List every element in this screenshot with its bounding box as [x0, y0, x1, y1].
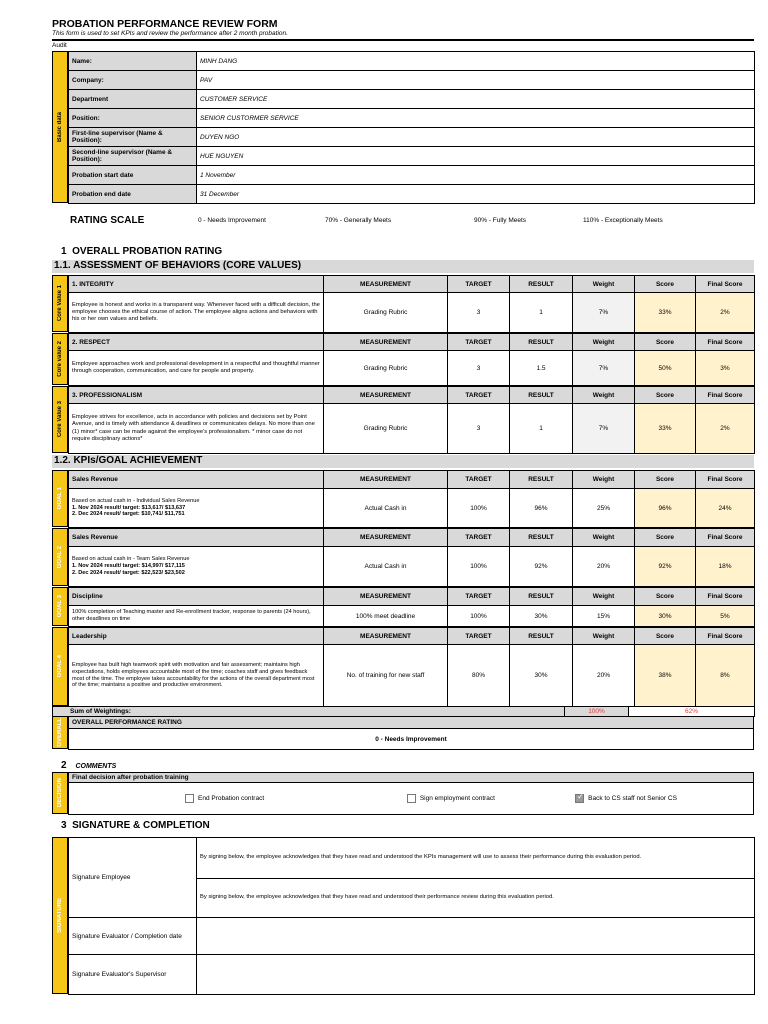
basic-label: Name: [69, 52, 197, 71]
column-header-result: RESULT [510, 387, 573, 404]
basic-label: First-line supervisor (Name & Position): [69, 128, 197, 147]
rating-scale-item-0: 0 - Needs Improvement [198, 217, 266, 224]
column-header-measurement: MEASUREMENT [324, 387, 448, 404]
goal-target: 100% [448, 606, 510, 627]
goal-result: 96% [510, 489, 573, 528]
signature-employee-label: Signature Employee [69, 838, 197, 918]
goal-table [68, 587, 755, 627]
column-header-weight: Weight [573, 628, 635, 645]
column-header-result: RESULT [510, 334, 573, 351]
column-header-target: TARGET [448, 471, 510, 489]
goal-score: 96% [635, 489, 696, 528]
column-header-score: Score [635, 529, 696, 547]
column-header-weight: Weight [573, 529, 635, 547]
goal-weight: 20% [573, 547, 635, 587]
goal-target: 80% [448, 645, 510, 707]
section-2-title: COMMENTS [75, 763, 117, 770]
section-1-number: 1 [61, 246, 67, 257]
core-value-result: 1 [510, 293, 573, 333]
basic-label: Probation end date [69, 185, 197, 204]
goal-score: 92% [635, 547, 696, 587]
column-header-target: TARGET [448, 529, 510, 547]
column-header-weight: Weight [573, 387, 635, 404]
goal-sidebar [52, 587, 68, 626]
column-header-result: RESULT [510, 628, 573, 645]
decision-sidebar [52, 772, 68, 814]
basic-label: Second-line supervisor (Name & Position): [69, 147, 197, 166]
decision-table [68, 772, 754, 815]
column-header-target: TARGET [448, 387, 510, 404]
overall-value: 0 - Needs Improvement [69, 729, 754, 750]
checkbox-sign-contract[interactable] [407, 794, 416, 803]
rating-scale-item-2: 90% - Fully Meets [474, 217, 527, 224]
option-back-cs[interactable] [525, 783, 753, 815]
section-3-title: SIGNATURE & COMPLETION [72, 820, 210, 831]
goal-result: 30% [510, 606, 573, 627]
assessment-behaviors-bar: 1.1. ASSESSMENT OF BEHAVIORS (CORE VALUES) [52, 260, 754, 273]
goal-name: Discipline [69, 588, 324, 606]
core-value-weight: 7% [573, 293, 635, 333]
core-value-description: Employee approaches work and professional development in a respectful and thoughtful manner through cooperation, communication, and care for people and property. [69, 351, 324, 386]
section-3-number: 3 [61, 820, 67, 831]
column-header-final: Final Score [696, 334, 755, 351]
basic-label: Position: [69, 109, 197, 128]
basic-data-sidebar [52, 51, 68, 203]
core-value-sidebar [52, 386, 68, 453]
overall-table [68, 716, 754, 750]
column-header-final: Final Score [696, 529, 755, 547]
decision-side-label: DECISION [57, 778, 63, 808]
column-header-result: RESULT [510, 529, 573, 547]
column-header-weight: Weight [573, 471, 635, 489]
column-header-measurement: MEASUREMENT [324, 471, 448, 489]
column-header-result: RESULT [510, 588, 573, 606]
column-header-weight: Weight [573, 588, 635, 606]
basic-data-table [68, 51, 755, 204]
goal-desc-line: 2. Dec 2024 result/ target: $22,523/ $23,502 [72, 569, 185, 576]
basic-label: Company: [69, 71, 197, 90]
column-header-measurement: MEASUREMENT [324, 529, 448, 547]
core-value-table [68, 386, 755, 454]
core-value-weight: 7% [573, 351, 635, 386]
option-end-probation[interactable] [69, 783, 297, 815]
goal-desc-line: 100% completion of Teaching master and Re-enrollment tracker, response to parents (24 hours), other deadlines on time [72, 609, 311, 622]
core-value-result: 1.5 [510, 351, 573, 386]
signature-supervisor-label: Signature Evaluator's Supervisor [69, 955, 197, 995]
goal-measurement: Actual Cash in [324, 547, 448, 587]
signature-evaluator-field[interactable] [197, 918, 755, 955]
header-divider [52, 39, 754, 41]
goal-side-label: GOAL 1 [57, 487, 63, 510]
goal-name: Sales Revenue [69, 529, 324, 547]
goal-description [69, 489, 324, 528]
core-value-final: 2% [696, 404, 755, 454]
form-subtitle: This form is used to set KPIs and review the performance after 2 month probation. [52, 30, 288, 37]
column-header-measurement: MEASUREMENT [324, 276, 448, 293]
column-header-measurement: MEASUREMENT [324, 334, 448, 351]
core-value-name: 3. PROFESSIONALISM [69, 387, 324, 404]
form-title: PROBATION PERFORMANCE REVIEW FORM [52, 18, 278, 30]
column-header-weight: Weight [573, 276, 635, 293]
sum-weight: 100% [565, 707, 629, 717]
section-1-heading [61, 246, 222, 257]
rating-scale-item-3: 110% - Exceptionally Meets [583, 217, 663, 224]
rating-scale-title: RATING SCALE [70, 215, 145, 226]
goal-measurement: Actual Cash in [324, 489, 448, 528]
overall-side-label: OVERALL [57, 718, 63, 747]
basic-data-label: Basic data [57, 111, 63, 142]
column-header-result: RESULT [510, 276, 573, 293]
goal-result: 30% [510, 645, 573, 707]
column-header-score: Score [635, 588, 696, 606]
column-header-final: Final Score [696, 588, 755, 606]
overall-sidebar [52, 716, 68, 749]
goal-desc-line: 1. Nov 2024 result/ target: $14,997/ $17,115 [72, 563, 185, 569]
checkbox-back-cs[interactable] [575, 794, 584, 803]
core-value-measurement: Grading Rubric [324, 351, 448, 386]
goal-sidebar [52, 627, 68, 706]
signature-text-1: By signing below, the employee acknowledges that they have read and understood the KPIs management will use to assess their performance during this evaluation period. [197, 838, 755, 879]
kpi-goal-bar: 1.2. KPIs/GOAL ACHIEVEMENT [52, 455, 754, 468]
core-value-score: 33% [635, 404, 696, 454]
core-value-score: 33% [635, 293, 696, 333]
goal-final: 18% [696, 547, 755, 587]
basic-value[interactable]: HUE NGUYEN [197, 147, 755, 166]
core-value-target: 3 [448, 404, 510, 454]
goal-weight: 25% [573, 489, 635, 528]
goal-description [69, 606, 324, 627]
core-value-name: 2. RESPECT [69, 334, 324, 351]
column-header-result: RESULT [510, 471, 573, 489]
goal-sidebar [52, 470, 68, 527]
section-2-heading [61, 755, 116, 773]
column-header-score: Score [635, 471, 696, 489]
basic-label: Probation start date [69, 166, 197, 185]
core-value-final: 2% [696, 293, 755, 333]
core-value-side-label: Core value 2 [57, 341, 63, 377]
checkbox-end-probation[interactable] [185, 794, 194, 803]
column-header-target: TARGET [448, 628, 510, 645]
basic-value[interactable]: DUYEN NGO [197, 128, 755, 147]
core-value-score: 50% [635, 351, 696, 386]
column-header-target: TARGET [448, 334, 510, 351]
goal-score: 38% [635, 645, 696, 707]
goal-table [68, 528, 755, 587]
column-header-score: Score [635, 334, 696, 351]
goal-desc-line: 1. Nov 2024 result/ target: $13,617/ $13,637 [72, 504, 186, 511]
signature-table [68, 837, 755, 995]
basic-label: Department [69, 90, 197, 109]
core-value-result: 1 [510, 404, 573, 454]
column-header-score: Score [635, 276, 696, 293]
goal-desc-line: Based on actual cash in - Team Sales Revenue [72, 556, 190, 563]
sum-final: 62% [629, 707, 755, 717]
audit-label: Audit [52, 42, 67, 49]
goal-result: 92% [510, 547, 573, 587]
goal-desc-line: Based on actual cash in - Individual Sales Revenue [72, 497, 200, 504]
basic-value[interactable]: MINH DANG [197, 52, 755, 71]
section-2-number: 2 [61, 760, 67, 771]
core-value-final: 3% [696, 351, 755, 386]
goal-sidebar [52, 528, 68, 586]
goal-side-label: GOAL 4 [57, 655, 63, 678]
goal-weight: 15% [573, 606, 635, 627]
core-value-sidebar [52, 333, 68, 385]
section-3-heading [61, 820, 210, 831]
column-header-score: Score [635, 387, 696, 404]
core-value-target: 3 [448, 351, 510, 386]
basic-value[interactable]: CUSTOMER SERVICE [197, 90, 755, 109]
sum-label: Sum of Weightings: [53, 707, 565, 717]
overall-label: OVERALL PERFORMANCE RATING [69, 717, 754, 729]
goal-measurement: No. of training for new staff [324, 645, 448, 707]
goal-table [68, 470, 755, 528]
column-header-final: Final Score [696, 276, 755, 293]
goal-table [68, 627, 755, 707]
goal-target: 100% [448, 489, 510, 528]
basic-value[interactable]: SENIOR CUSTORMER SERVICE [197, 109, 755, 128]
signature-text-2: By signing below, the employee acknowledges that they have read and understood their performance review during this evaluation period. [197, 879, 755, 918]
column-header-target: TARGET [448, 276, 510, 293]
basic-value[interactable]: 31 December [197, 185, 755, 204]
core-value-side-label: Core Value 3 [57, 401, 63, 438]
signature-sidebar [52, 837, 68, 994]
signature-evaluator-label: Signature Evaluator / Completion date [69, 918, 197, 955]
basic-value[interactable]: 1 November [197, 166, 755, 185]
column-header-target: TARGET [448, 588, 510, 606]
core-value-target: 3 [448, 293, 510, 333]
goal-target: 100% [448, 547, 510, 587]
section-1-title: OVERALL PROBATION RATING [72, 246, 223, 257]
core-value-table [68, 333, 755, 386]
column-header-measurement: MEASUREMENT [324, 628, 448, 645]
option-sign-contract[interactable] [297, 783, 525, 815]
goal-side-label: GOAL 3 [57, 595, 63, 618]
column-header-weight: Weight [573, 334, 635, 351]
option-sign-contract-label: Sign employment contract [419, 795, 495, 803]
goal-final: 24% [696, 489, 755, 528]
goal-desc-line: Employee has built high teamwork spirit with motivation and fair assessment; maintains high expectations, holds employees accountable most of the time; coaches staff and gives feedback most of the time. The employee takes accountability for the actions of the overall department most of the time; maintains a positive and productive environment. [72, 661, 315, 689]
goal-side-label: GOAL 2 [57, 545, 63, 569]
goal-measurement: 100% meet deadline [324, 606, 448, 627]
core-value-weight: 7% [573, 404, 635, 454]
decision-label: Final decision after probation training [69, 773, 754, 783]
rating-scale-item-1: 70% - Generally Meets [325, 217, 392, 224]
basic-value[interactable]: PAV [197, 71, 755, 90]
core-value-measurement: Grading Rubric [324, 293, 448, 333]
goal-description [69, 645, 324, 707]
goal-name: Sales Revenue [69, 471, 324, 489]
core-value-side-label: Core Value 1 [57, 285, 63, 322]
goal-name: Leadership [69, 628, 324, 645]
goal-final: 5% [696, 606, 755, 627]
core-value-description: Employee is honest and works in a transparent way. Whenever faced with a difficult decision, the employee chooses the ethical course of action. The employee aligns actions and behaviors with his or her own values and beliefs. [69, 293, 324, 333]
signature-side-label: SIGNATURE [57, 898, 63, 933]
column-header-measurement: MEASUREMENT [324, 588, 448, 606]
option-back-cs-label: Back to CS staff not Senior CS [588, 795, 677, 803]
goal-description [69, 547, 324, 587]
signature-supervisor-field[interactable] [197, 955, 755, 995]
goal-weight: 20% [573, 645, 635, 707]
core-value-measurement: Grading Rubric [324, 404, 448, 454]
core-value-sidebar [52, 275, 68, 332]
column-header-final: Final Score [696, 628, 755, 645]
column-header-score: Score [635, 628, 696, 645]
goal-final: 8% [696, 645, 755, 707]
core-value-description: Employee strives for excellence, acts in accordance with policies and decisions set by Point Avenue, and is timely with attendance & deadlines or communicates delays. No more than one (1) minor* case can be made against the employee's professionalism. * minor case do not require disciplinary actions* [69, 404, 324, 454]
column-header-final: Final Score [696, 471, 755, 489]
core-value-name: 1. INTEGRITY [69, 276, 324, 293]
core-value-table [68, 275, 755, 333]
column-header-final: Final Score [696, 387, 755, 404]
goal-score: 30% [635, 606, 696, 627]
goal-desc-line: 2. Dec 2024 result/ target: $10,741/ $11,751 [72, 511, 185, 518]
option-end-probation-label: End Probation contract [198, 795, 265, 803]
